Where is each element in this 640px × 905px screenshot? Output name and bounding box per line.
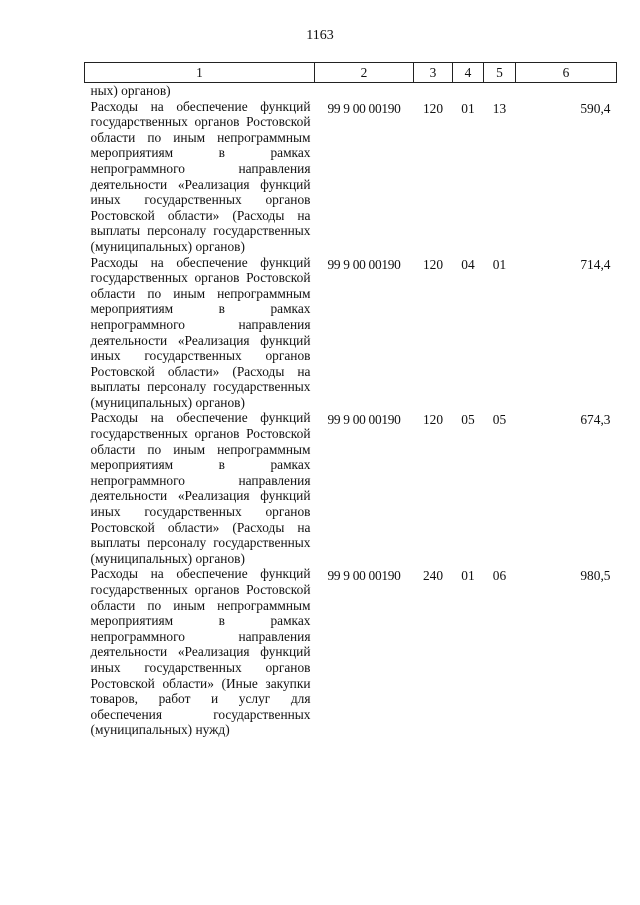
header-col-1: 1 <box>85 63 315 83</box>
row-description: Расходы на обеспечение функций государственных органов Ростовской области по иным непрограммным мероприятиям в рамках непрограммного направления деятельности «Реализация функций иных государственных органов Ростовской области» (Расходы на выплаты персоналу государственных (муниципальных) органов) <box>90 98 311 254</box>
row-expense-type: 120 <box>422 412 444 428</box>
row-amount: 590,4 <box>580 100 611 116</box>
row-description: Расходы на обеспечение функций государственных органов Ростовской области по иным непрограммным мероприятиям в рамках непрограммного направления деятельности «Реализация функций иных государственных органов Ростовской области» (Расходы на выплаты персоналу государственных (муниципальных) органов) <box>90 410 311 566</box>
row-section: 05 <box>461 412 475 428</box>
header-col-3: 3 <box>414 63 453 83</box>
row-expense-type: 240 <box>422 568 444 584</box>
row-expense-type: 120 <box>422 100 444 116</box>
row-target-code: 99 9 00 00190 <box>327 412 401 428</box>
row-subsection: 06 <box>492 568 507 584</box>
table-row <box>85 566 617 738</box>
row-target-code: 99 9 00 00190 <box>327 100 401 116</box>
header-col-6: 6 <box>516 63 617 83</box>
row-expense-type: 120 <box>422 256 444 272</box>
continuation-text: ных) органов) <box>90 83 171 98</box>
budget-table <box>84 62 617 738</box>
header-col-4: 4 <box>453 63 484 83</box>
row-subsection: 13 <box>492 100 507 116</box>
row-section: 04 <box>461 256 475 272</box>
table-row <box>85 255 617 411</box>
header-col-2: 2 <box>315 63 414 83</box>
header-col-5: 5 <box>484 63 516 83</box>
row-description: Расходы на обеспечение функций государственных органов Ростовской области по иным непрограммным мероприятиям в рамках непрограммного направления деятельности «Реализация функций иных государственных органов Ростовской области» (Расходы на выплаты персоналу государственных (муниципальных) органов) <box>90 254 311 410</box>
row-target-code: 99 9 00 00190 <box>327 256 401 272</box>
row-amount: 674,3 <box>580 412 611 428</box>
header-row <box>85 63 617 83</box>
row-subsection: 05 <box>492 412 507 428</box>
row-subsection: 01 <box>492 256 507 272</box>
page-number: 1163 <box>306 28 334 43</box>
row-section: 01 <box>461 100 475 116</box>
row-description: Расходы на обеспечение функций государственных органов Ростовской области по иным непрограммным мероприятиям в рамках непрограммного направления деятельности «Реализация функций иных государственных органов Ростовской области» (Иные закупки товаров, работ и услуг для обеспечения государственных (муниципальных) нужд) <box>90 566 311 738</box>
row-amount: 980,5 <box>580 568 611 584</box>
table-row <box>85 410 617 566</box>
table-row <box>85 99 617 255</box>
row-amount: 714,4 <box>580 256 611 272</box>
row-section: 01 <box>461 568 475 584</box>
continuation-row <box>85 83 617 99</box>
row-target-code: 99 9 00 00190 <box>327 568 401 584</box>
